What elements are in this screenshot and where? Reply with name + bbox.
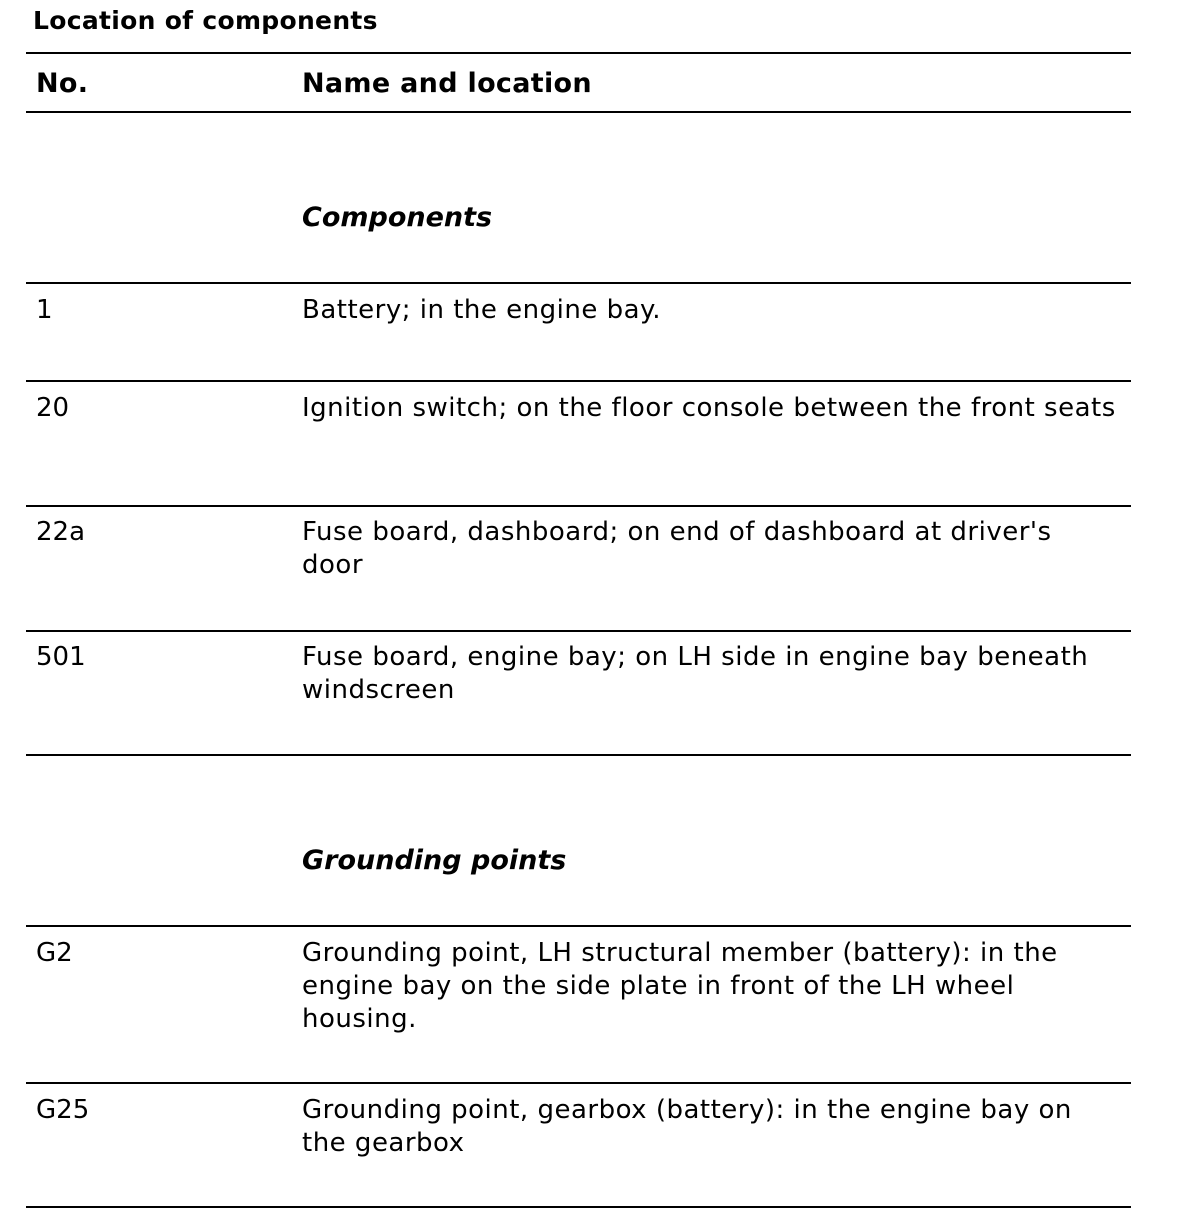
row-description: Grounding point, gearbox (battery): in the engine bay on the gearbox [302, 1095, 1072, 1158]
row-rule [26, 505, 1131, 507]
document-title: Location of components [33, 6, 378, 35]
row-rule [26, 754, 1131, 756]
row-description: Battery; in the engine bay. [302, 295, 661, 325]
column-header-number: No. [36, 68, 89, 99]
section-heading-grounding-points: Grounding points [302, 845, 567, 876]
row-rule [26, 1206, 1131, 1208]
section-heading-components: Components [302, 202, 493, 233]
header-rule [26, 111, 1131, 113]
row-rule [26, 925, 1131, 927]
row-description: Ignition switch; on the floor console between the front seats [302, 393, 1116, 423]
row-description: Grounding point, LH structural member (battery): in the engine bay on the side plate in front of the LH wheel housing. [302, 938, 1058, 1034]
row-rule [26, 1082, 1131, 1084]
column-header-name-and-location: Name and location [302, 68, 592, 99]
row-rule [26, 630, 1131, 632]
row-description: Fuse board, engine bay; on LH side in engine bay beneath windscreen [302, 642, 1089, 705]
row-number: G2 [36, 938, 73, 968]
row-rule [26, 380, 1131, 382]
row-number: 22a [36, 517, 86, 547]
row-number: 501 [36, 642, 86, 672]
row-number: 1 [36, 295, 53, 325]
title-rule [26, 52, 1131, 54]
row-description: Fuse board, dashboard; on end of dashboard at driver's door [302, 517, 1052, 580]
row-rule [26, 282, 1131, 284]
row-number: G25 [36, 1095, 90, 1125]
row-number: 20 [36, 393, 70, 423]
